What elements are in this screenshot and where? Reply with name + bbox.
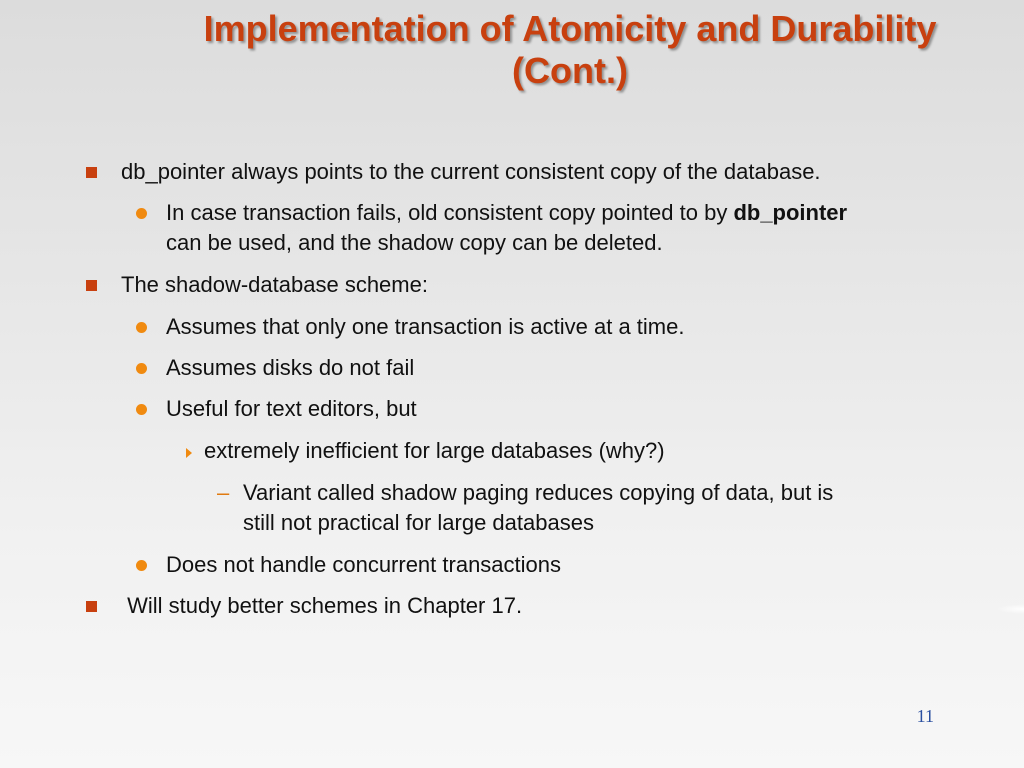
bullet-transaction-fails [166,198,847,228]
bullet-shadow-database-scheme: The shadow-database scheme: [121,272,428,297]
round-bullet-icon [136,208,147,219]
decorative-edge-highlight [996,604,1024,614]
slide-title-line-1: Implementation of Atomicity and Durability [203,8,937,49]
bullet-one-transaction: Assumes that only one transaction is active at a time. [166,314,685,339]
bullet-text-editors: Useful for text editors, but [166,396,417,421]
bullet-chapter-17: Will study better schemes in Chapter 17. [121,593,523,618]
square-bullet-icon [86,167,97,178]
round-bullet-icon [136,363,147,374]
square-bullet-icon [86,601,97,612]
bullet-concurrent-transactions: Does not handle concurrent transactions [166,552,562,577]
bullet-disks-do-not-fail: Assumes disks do not fail [166,355,415,380]
square-bullet-icon [86,280,97,291]
dash-bullet-icon: – [217,480,230,505]
bullet-transaction-fails-text: In case transaction fails, old consistent copy pointed to by [166,200,734,225]
db-pointer-term: db_pointer [733,200,848,225]
bullet-shadow-paging-line-2: still not practical for large databases [243,510,594,535]
slide-title [140,8,1000,92]
round-bullet-icon [136,404,147,415]
round-bullet-icon [136,322,147,333]
bullet-shadow-paging: Variant called shadow paging reduces copying of data, but is [243,480,834,505]
page-number: 11 [916,706,934,726]
round-bullet-icon [136,560,147,571]
bullet-db-pointer: db_pointer always points to the current consistent copy of the database. [121,159,821,184]
slide-title-line-2: (Cont.) [512,50,628,91]
bullet-transaction-fails-line-2: can be used, and the shadow copy can be deleted. [166,230,663,255]
bullet-inefficient: extremely inefficient for large databases (why?) [204,438,665,463]
triangle-bullet-icon [186,448,192,458]
